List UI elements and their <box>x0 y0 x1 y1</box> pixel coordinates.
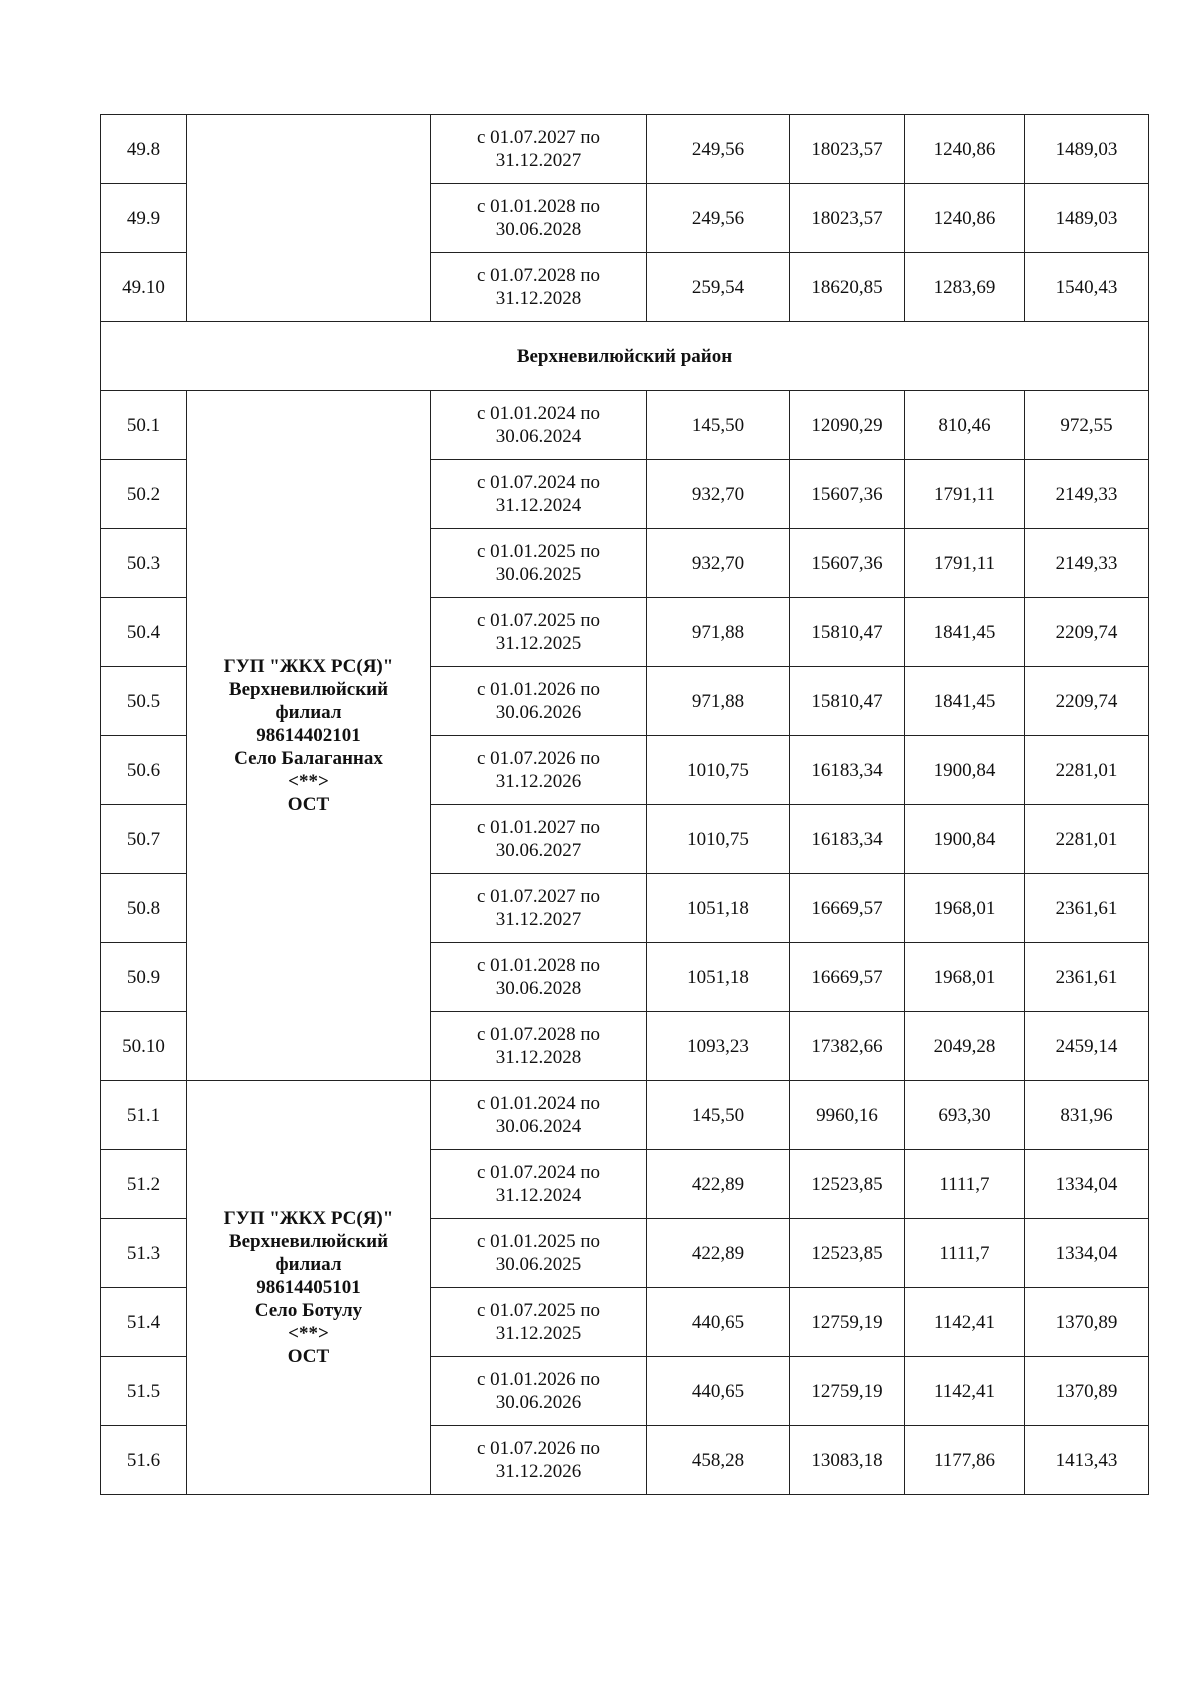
table-row <box>101 115 1149 184</box>
value-cell-2: 18023,57 <box>790 184 905 253</box>
row-number-cell: 50.8 <box>101 874 187 943</box>
value-cell-2: 16669,57 <box>790 874 905 943</box>
value-cell-1: 1093,23 <box>647 1012 790 1081</box>
period-cell: с 01.01.2026 по 30.06.2026 <box>431 1357 647 1426</box>
organization-cell: ГУП "ЖКХ РС(Я)" Верхневилюйский филиал 98614402101 Село Балаганнах <**> ОСТ <box>187 391 431 1081</box>
value-cell-3: 1900,84 <box>905 805 1025 874</box>
period-cell: с 01.01.2028 по 30.06.2028 <box>431 184 647 253</box>
value-cell-1: 440,65 <box>647 1288 790 1357</box>
value-cell-3: 1791,11 <box>905 460 1025 529</box>
value-cell-1: 422,89 <box>647 1150 790 1219</box>
value-cell-1: 1051,18 <box>647 874 790 943</box>
value-cell-1: 145,50 <box>647 1081 790 1150</box>
value-cell-2: 12090,29 <box>790 391 905 460</box>
value-cell-1: 422,89 <box>647 1219 790 1288</box>
period-cell: с 01.07.2028 по 31.12.2028 <box>431 1012 647 1081</box>
period-cell: с 01.07.2025 по 31.12.2025 <box>431 1288 647 1357</box>
value-cell-2: 12759,19 <box>790 1357 905 1426</box>
value-cell-3: 1142,41 <box>905 1288 1025 1357</box>
organization-cell: ГУП "ЖКХ РС(Я)" Верхневилюйский филиал 98614405101 Село Ботулу <**> ОСТ <box>187 1081 431 1495</box>
value-cell-1: 249,56 <box>647 184 790 253</box>
value-cell-4: 1413,43 <box>1025 1426 1149 1495</box>
row-number-cell: 51.6 <box>101 1426 187 1495</box>
row-number-cell: 51.1 <box>101 1081 187 1150</box>
value-cell-4: 2281,01 <box>1025 736 1149 805</box>
period-cell: с 01.01.2027 по 30.06.2027 <box>431 805 647 874</box>
value-cell-4: 972,55 <box>1025 391 1149 460</box>
value-cell-4: 2209,74 <box>1025 667 1149 736</box>
value-cell-1: 932,70 <box>647 460 790 529</box>
value-cell-3: 810,46 <box>905 391 1025 460</box>
value-cell-1: 1010,75 <box>647 736 790 805</box>
row-number-cell: 49.9 <box>101 184 187 253</box>
value-cell-2: 15607,36 <box>790 460 905 529</box>
period-cell: с 01.01.2024 по 30.06.2024 <box>431 391 647 460</box>
value-cell-2: 15607,36 <box>790 529 905 598</box>
value-cell-1: 1010,75 <box>647 805 790 874</box>
value-cell-2: 13083,18 <box>790 1426 905 1495</box>
value-cell-4: 1334,04 <box>1025 1150 1149 1219</box>
value-cell-2: 18620,85 <box>790 253 905 322</box>
row-number-cell: 51.3 <box>101 1219 187 1288</box>
organization-cell <box>187 115 431 322</box>
period-cell: с 01.07.2026 по 31.12.2026 <box>431 736 647 805</box>
value-cell-1: 932,70 <box>647 529 790 598</box>
value-cell-3: 1900,84 <box>905 736 1025 805</box>
period-cell: с 01.07.2025 по 31.12.2025 <box>431 598 647 667</box>
value-cell-4: 2149,33 <box>1025 529 1149 598</box>
period-cell: с 01.07.2024 по 31.12.2024 <box>431 1150 647 1219</box>
value-cell-1: 458,28 <box>647 1426 790 1495</box>
value-cell-2: 16183,34 <box>790 805 905 874</box>
value-cell-4: 1334,04 <box>1025 1219 1149 1288</box>
row-number-cell: 50.1 <box>101 391 187 460</box>
period-cell: с 01.07.2026 по 31.12.2026 <box>431 1426 647 1495</box>
row-number-cell: 51.5 <box>101 1357 187 1426</box>
row-number-cell: 49.8 <box>101 115 187 184</box>
value-cell-4: 1489,03 <box>1025 184 1149 253</box>
table-body <box>101 115 1149 1495</box>
value-cell-4: 1540,43 <box>1025 253 1149 322</box>
value-cell-3: 1968,01 <box>905 874 1025 943</box>
row-number-cell: 50.10 <box>101 1012 187 1081</box>
value-cell-1: 249,56 <box>647 115 790 184</box>
value-cell-2: 9960,16 <box>790 1081 905 1150</box>
period-cell: с 01.01.2026 по 30.06.2026 <box>431 667 647 736</box>
table-row <box>101 1081 1149 1150</box>
value-cell-3: 1968,01 <box>905 943 1025 1012</box>
row-number-cell: 50.9 <box>101 943 187 1012</box>
value-cell-3: 2049,28 <box>905 1012 1025 1081</box>
value-cell-2: 16669,57 <box>790 943 905 1012</box>
period-cell: с 01.07.2027 по 31.12.2027 <box>431 874 647 943</box>
value-cell-3: 1240,86 <box>905 115 1025 184</box>
value-cell-4: 1370,89 <box>1025 1288 1149 1357</box>
value-cell-3: 693,30 <box>905 1081 1025 1150</box>
value-cell-4: 1370,89 <box>1025 1357 1149 1426</box>
period-cell: с 01.01.2024 по 30.06.2024 <box>431 1081 647 1150</box>
row-number-cell: 50.5 <box>101 667 187 736</box>
value-cell-4: 2209,74 <box>1025 598 1149 667</box>
value-cell-2: 12759,19 <box>790 1288 905 1357</box>
value-cell-2: 17382,66 <box>790 1012 905 1081</box>
value-cell-4: 2361,61 <box>1025 943 1149 1012</box>
value-cell-3: 1791,11 <box>905 529 1025 598</box>
period-cell: с 01.01.2025 по 30.06.2025 <box>431 1219 647 1288</box>
value-cell-3: 1841,45 <box>905 598 1025 667</box>
value-cell-3: 1111,7 <box>905 1150 1025 1219</box>
value-cell-1: 145,50 <box>647 391 790 460</box>
period-cell: с 01.07.2027 по 31.12.2027 <box>431 115 647 184</box>
value-cell-3: 1142,41 <box>905 1357 1025 1426</box>
value-cell-2: 12523,85 <box>790 1150 905 1219</box>
value-cell-1: 440,65 <box>647 1357 790 1426</box>
table-row <box>101 391 1149 460</box>
period-cell: с 01.01.2025 по 30.06.2025 <box>431 529 647 598</box>
row-number-cell: 51.4 <box>101 1288 187 1357</box>
section-title: Верхневилюйский район <box>101 322 1149 391</box>
value-cell-1: 259,54 <box>647 253 790 322</box>
row-number-cell: 50.7 <box>101 805 187 874</box>
value-cell-2: 15810,47 <box>790 598 905 667</box>
value-cell-2: 12523,85 <box>790 1219 905 1288</box>
period-cell: с 01.07.2024 по 31.12.2024 <box>431 460 647 529</box>
row-number-cell: 50.6 <box>101 736 187 805</box>
value-cell-4: 2459,14 <box>1025 1012 1149 1081</box>
value-cell-4: 2149,33 <box>1025 460 1149 529</box>
period-cell: с 01.07.2028 по 31.12.2028 <box>431 253 647 322</box>
value-cell-3: 1841,45 <box>905 667 1025 736</box>
value-cell-1: 1051,18 <box>647 943 790 1012</box>
row-number-cell: 50.3 <box>101 529 187 598</box>
value-cell-4: 2281,01 <box>1025 805 1149 874</box>
row-number-cell: 49.10 <box>101 253 187 322</box>
tariff-table <box>100 114 1149 1495</box>
value-cell-1: 971,88 <box>647 598 790 667</box>
period-cell: с 01.01.2028 по 30.06.2028 <box>431 943 647 1012</box>
value-cell-2: 16183,34 <box>790 736 905 805</box>
value-cell-2: 15810,47 <box>790 667 905 736</box>
value-cell-2: 18023,57 <box>790 115 905 184</box>
row-number-cell: 51.2 <box>101 1150 187 1219</box>
value-cell-4: 1489,03 <box>1025 115 1149 184</box>
value-cell-3: 1240,86 <box>905 184 1025 253</box>
value-cell-3: 1283,69 <box>905 253 1025 322</box>
value-cell-3: 1111,7 <box>905 1219 1025 1288</box>
value-cell-4: 2361,61 <box>1025 874 1149 943</box>
value-cell-3: 1177,86 <box>905 1426 1025 1495</box>
row-number-cell: 50.2 <box>101 460 187 529</box>
value-cell-1: 971,88 <box>647 667 790 736</box>
row-number-cell: 50.4 <box>101 598 187 667</box>
section-row <box>101 322 1149 391</box>
value-cell-4: 831,96 <box>1025 1081 1149 1150</box>
